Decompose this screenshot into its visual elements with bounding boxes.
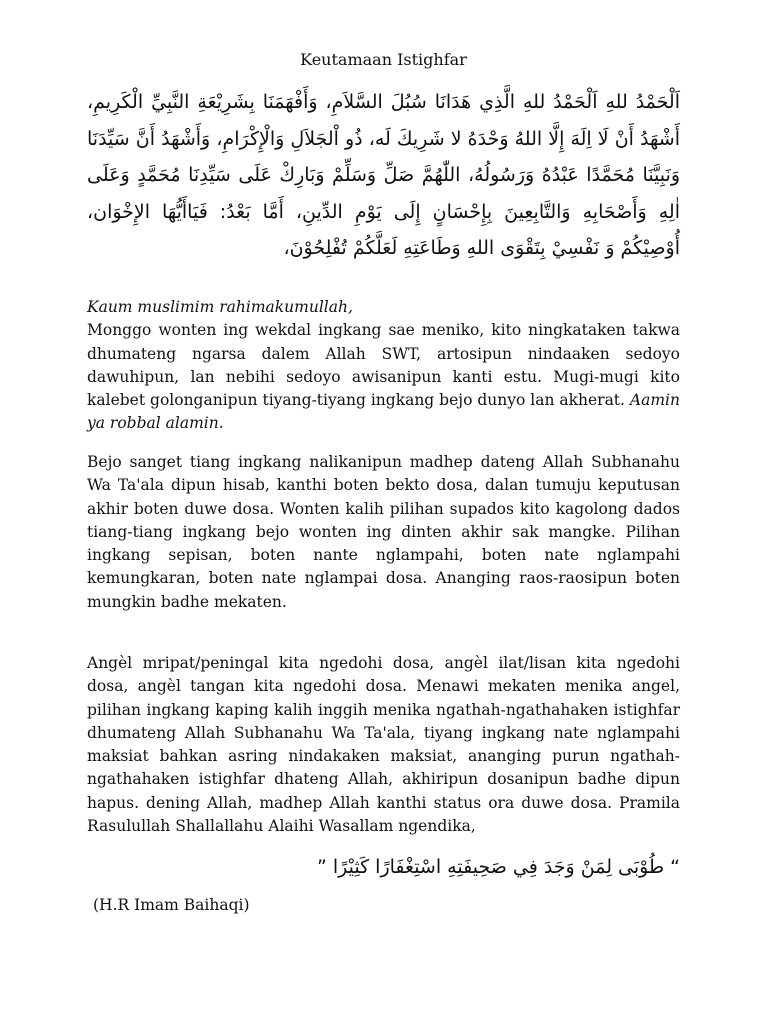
paragraph-second: Bejo sanget tiang ingkang nalikanipun madhep dateng Allah Subhanahu Wa Ta'ala dipun hisab, kanthi boten bekto dosa, dalan tumuju keputusan akhir boten duwe dosa. Wonten kalih pilihan supados kito kagolong dados tiang-tiang ingkang bejo wonten ing dinten akhir sak mangke. Pilihan ingkang sepisan, boten nante nglampahi, boten nate nglampahi kemungkaran, boten nate nglampai dosa. Ananging raos-raosipun boten mungkin badhe mekaten. bbox=[87, 453, 680, 611]
document-page bbox=[87, 0, 680, 1024]
paragraph-opening bbox=[87, 296, 680, 436]
closing-prayer-text: Aamin ya robbal alamin. bbox=[87, 391, 680, 433]
paragraph-opening-body: Monggo wonten ing wekdal ingkang sae meniko, kito ningkataken takwa dhumateng ngarsa dalem Allah SWT, artosipun nindaaken sedoyo dawuhipun, lan nebihi sedoyo awisanipun kanti estu. Mugi-mugi kito kalebet golonganipun tiyang-tiyang ingkang bejo dunyo lan akherat. bbox=[87, 321, 680, 410]
hadith-arabic-quote: “ طُوْبَى لِمَنْ وَجَدَ فِي صَحِيفَتِهِ اسْتِغْفَارًا كَثِيْرًا ” bbox=[316, 856, 680, 878]
hadith-source: (H.R Imam Baihaqi) bbox=[93, 896, 250, 914]
arabic-opening-prayer: اَلْحَمْدُ للهِ اَلْحَمْدُ للهِ الَّذِي هَدَانَا سُبُلَ السَّلاَمِ، وَأَفْهَمَنَا بِشَرِيْعَةِ النَّبِيِّ الْكَرِيمِ، أَشْهَدُ أَنْ لَا اِلَهَ إِلَّا اللهُ وَحْدَهُ لا شَرِيكَ لَه، ذُو اْلجَلاَلِ وَالْإِكْرَامِ، وَأَشْهَدُ أَنَّ سَيِّدَنَا وَنَبِيَّنَا مُحَمَّدًا عَبْدُهُ وَرَسُولُهُ، اللّٰهُمَّ صَلِّ وَسَلِّمْ وَبَارِكْ عَلَى سَيِّدِنَا مُحَمَّدٍ وَعَلَى اٰلِهِ وَأَصْحَابِهِ وَالتَّابِعِينَ بِإِحْسَانٍ إِلَى يَوْمِ الدِّينِ، أَمَّا بَعْدُ: فَيَاأَيُّهَا الإِخْوَان، أُوْصِيْكُمْ وَ نَفْسِيْ بِتَقْوَى اللهِ وَطَاعَتِهِ لَعَلَّكُمْ تُفْلِحُوْنَ، bbox=[87, 91, 680, 259]
greeting-text: Kaum muslimim rahimakumullah, bbox=[87, 298, 353, 316]
paragraph-third: Angèl mripat/peningal kita ngedohi dosa, angèl ilat/lisan kita ngedohi dosa, angèl tangan kita ngedohi dosa. Menawi mekaten menika angel, pilihan ingkang kaping kalih inggih menika ngathah-ngathahaken istighfar dhumateng Allah Subhanahu Wa Ta'ala, tiyang ingkang nate nglampahi maksiat bahkan asring nindakaken maksiat, ananging purun ngathah-ngathahaken istighfar dhateng Allah, akhiripun dosanipun badhe dipun hapus. dening Allah, madhep Allah kanthi status ora duwe dosa. Pramila Rasulullah Shallallahu Alaihi Wasallam ngendika, bbox=[87, 654, 680, 836]
document-title: Keutamaan Istighfar bbox=[300, 50, 467, 69]
